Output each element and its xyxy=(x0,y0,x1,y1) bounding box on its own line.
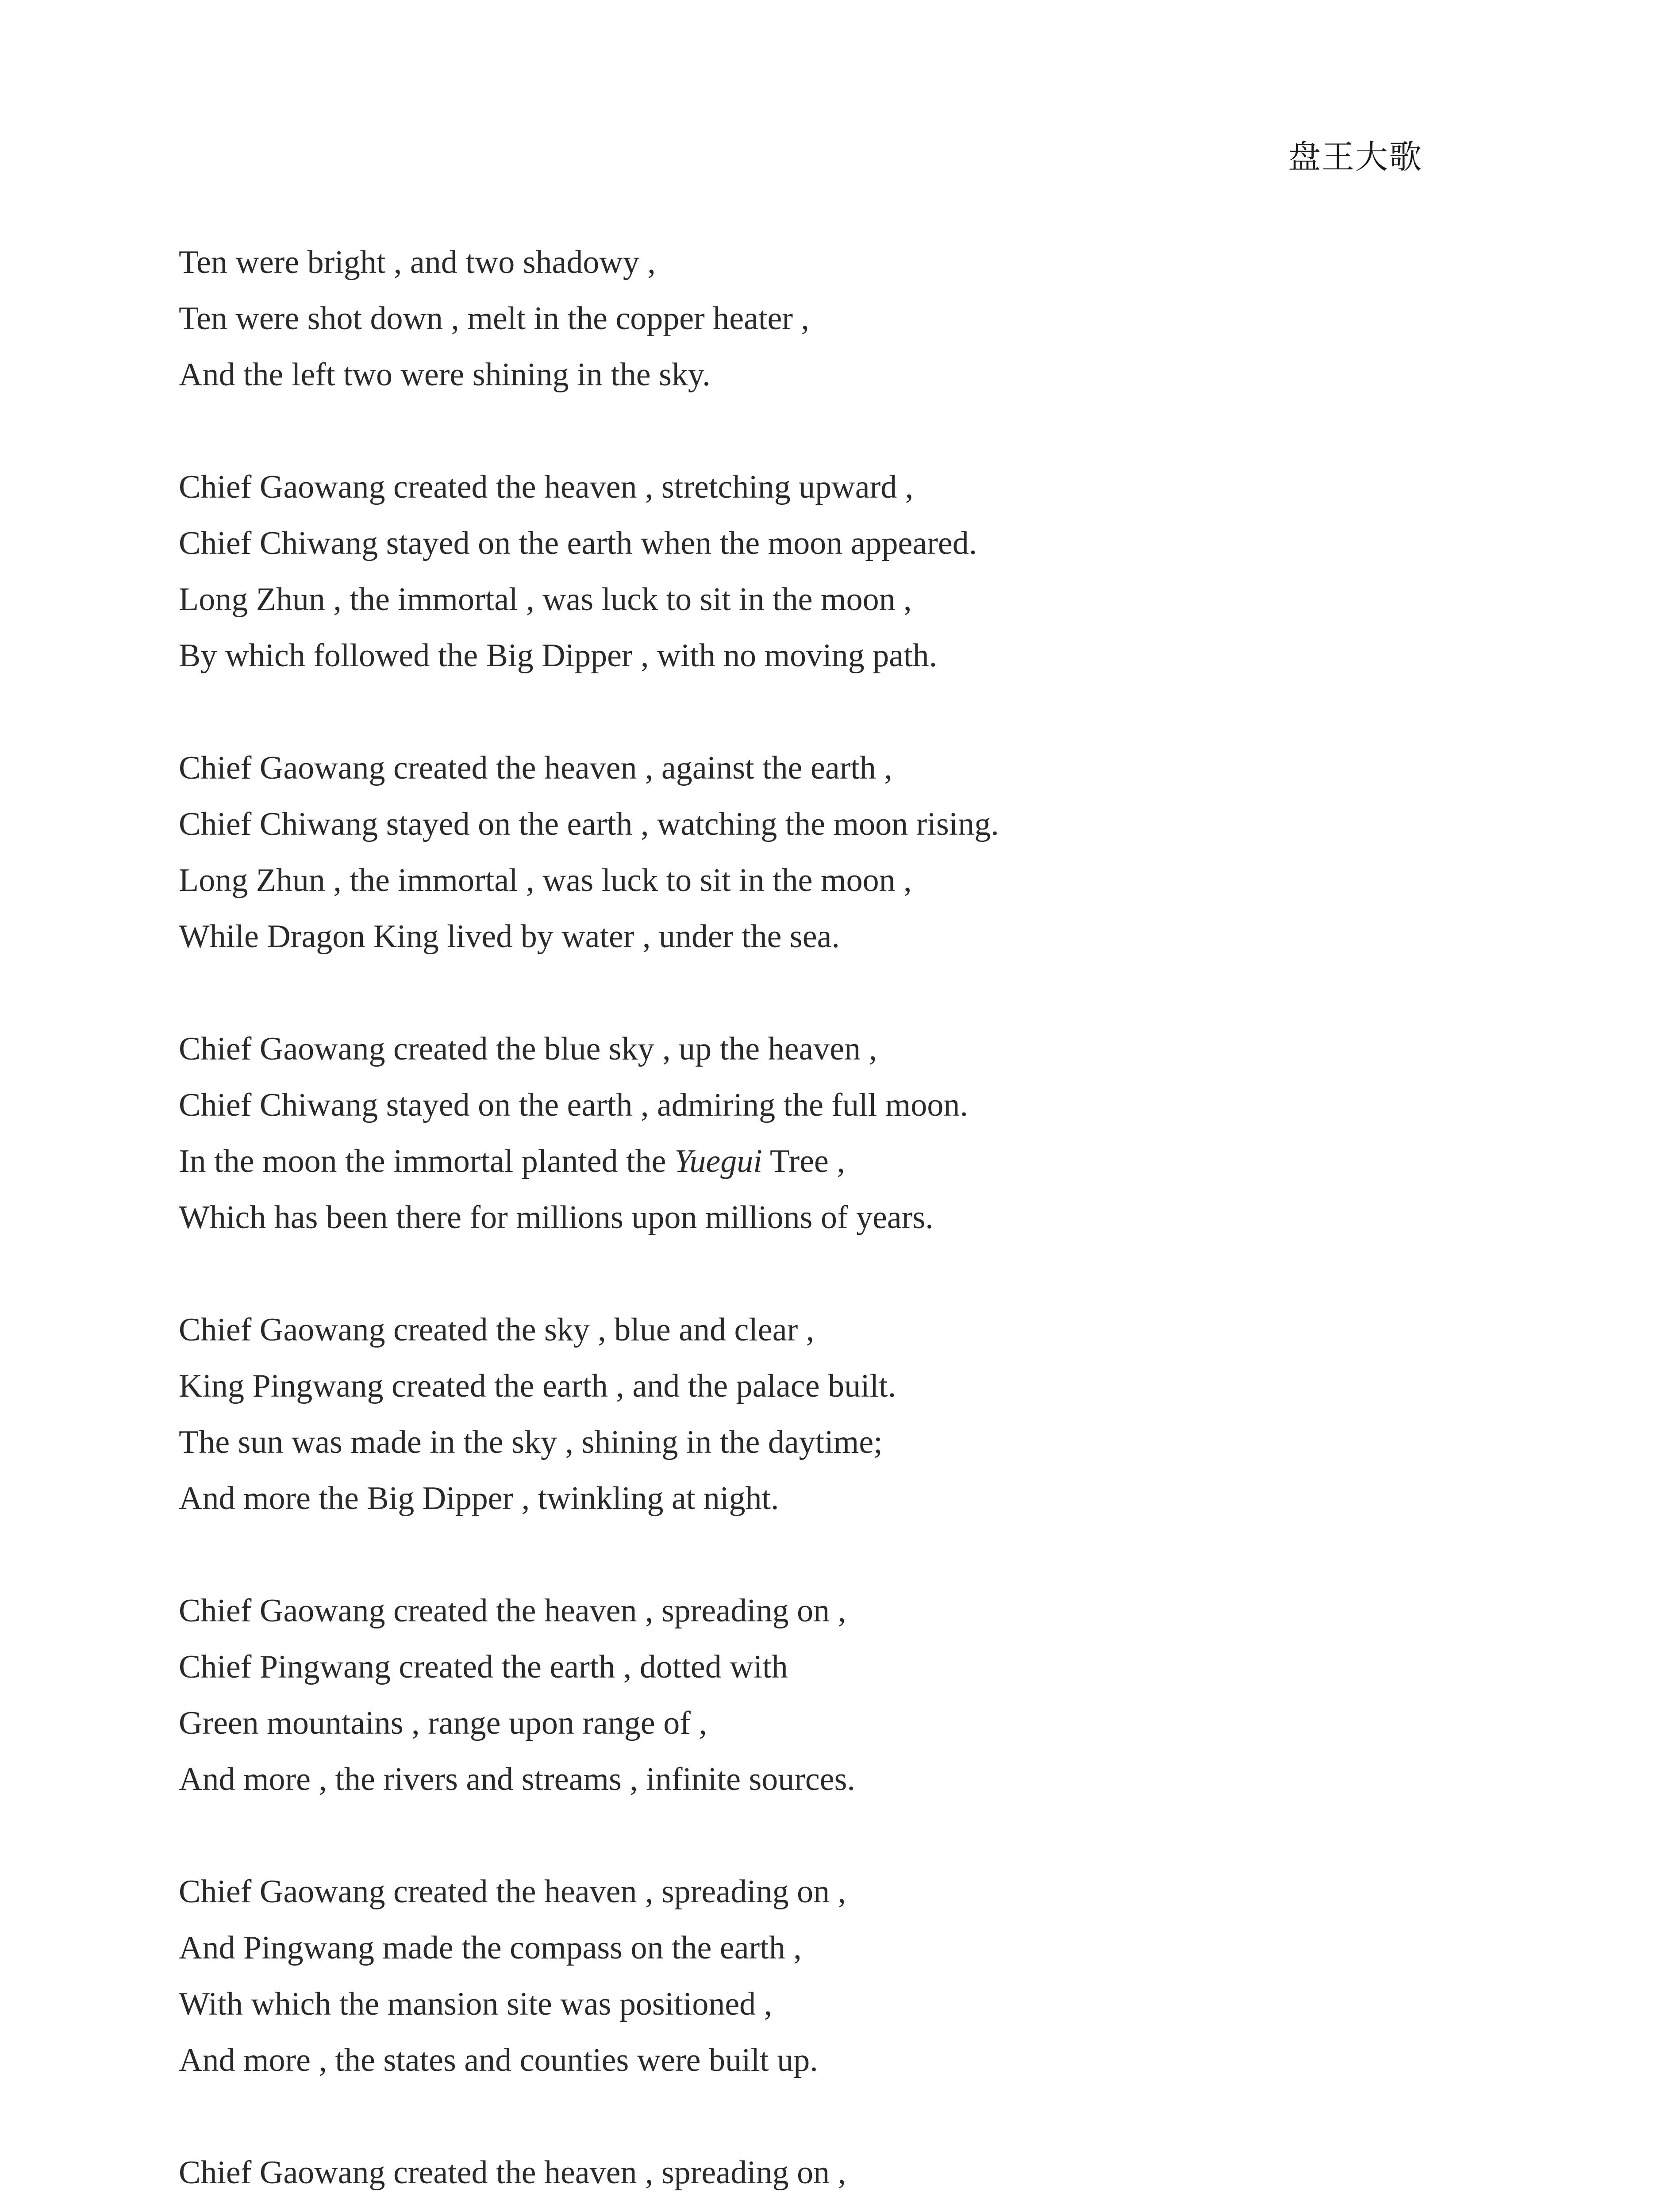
poem-line: Chief Gaowang created the heaven , spreading on , xyxy=(179,1593,846,1629)
stanza xyxy=(179,234,1418,403)
poem-line-with-italic xyxy=(179,1133,1418,1190)
line-text-after: Tree , xyxy=(762,1143,845,1179)
stanza xyxy=(179,2145,1418,2201)
stanza xyxy=(179,1302,1418,1527)
poem-line: And more the Big Dipper , twinkling at night. xyxy=(179,1480,779,1517)
poem-line: Chief Gaowang created the blue sky , up the heaven , xyxy=(179,1031,877,1067)
poem-line: Long Zhun , the immortal , was luck to sit in the moon , xyxy=(179,862,912,899)
poem-line: Chief Gaowang created the heaven , spreading on , xyxy=(179,2154,846,2191)
poem-line: Chief Gaowang created the heaven , stretching upward , xyxy=(179,469,914,505)
running-head: 盘王大歌 xyxy=(1288,138,1422,176)
poem-line: Long Zhun , the immortal , was luck to sit in the moon , xyxy=(179,581,912,618)
stanza xyxy=(179,740,1418,965)
poem-line: Green mountains , range upon range of , xyxy=(179,1705,707,1741)
stanza xyxy=(179,1583,1418,1808)
poem-line: Chief Chiwang stayed on the earth , admiring the full moon. xyxy=(179,1087,968,1123)
poem-line: While Dragon King lived by water , under the sea. xyxy=(179,918,840,955)
poem-line: Ten were shot down , melt in the copper heater , xyxy=(179,300,810,337)
poem-line: King Pingwang created the earth , and the palace built. xyxy=(179,1368,896,1404)
poem-line: The sun was made in the sky , shining in the daytime; xyxy=(179,1424,883,1460)
italic-term-yuegui: Yuegui xyxy=(674,1143,762,1179)
stanza xyxy=(179,1864,1418,2089)
poem-line: Chief Gaowang created the sky , blue and clear , xyxy=(179,1312,815,1348)
poem-line: With which the mansion site was positioned , xyxy=(179,1986,773,2022)
poem-line: Chief Gaowang created the heaven , spreading on , xyxy=(179,1874,846,1910)
poem-line: Chief Chiwang stayed on the earth when the moon appeared. xyxy=(179,525,977,561)
poem-body xyxy=(179,234,1418,2212)
stanza xyxy=(179,1021,1418,1246)
poem-line: And more , the rivers and streams , infinite sources. xyxy=(179,1761,855,1797)
poem-line: And more , the states and counties were built up. xyxy=(179,2042,818,2078)
poem-line: By which followed the Big Dipper , with no moving path. xyxy=(179,637,938,674)
stanza xyxy=(179,459,1418,684)
poem-line: Chief Gaowang created the heaven , against the earth , xyxy=(179,750,892,786)
poem-line: And the left two were shining in the sky. xyxy=(179,357,711,393)
line-text-before: In the moon the immortal planted the xyxy=(179,1143,675,1179)
poem-line: Chief Chiwang stayed on the earth , watching the moon rising. xyxy=(179,806,999,842)
poem-line: Chief Pingwang created the earth , dotted with xyxy=(179,1649,788,1685)
poem-line: Which has been there for millions upon millions of years. xyxy=(179,1199,934,1236)
poem-line: And Pingwang made the compass on the earth , xyxy=(179,1930,802,1966)
poem-line: Ten were bright , and two shadowy , xyxy=(179,244,656,280)
